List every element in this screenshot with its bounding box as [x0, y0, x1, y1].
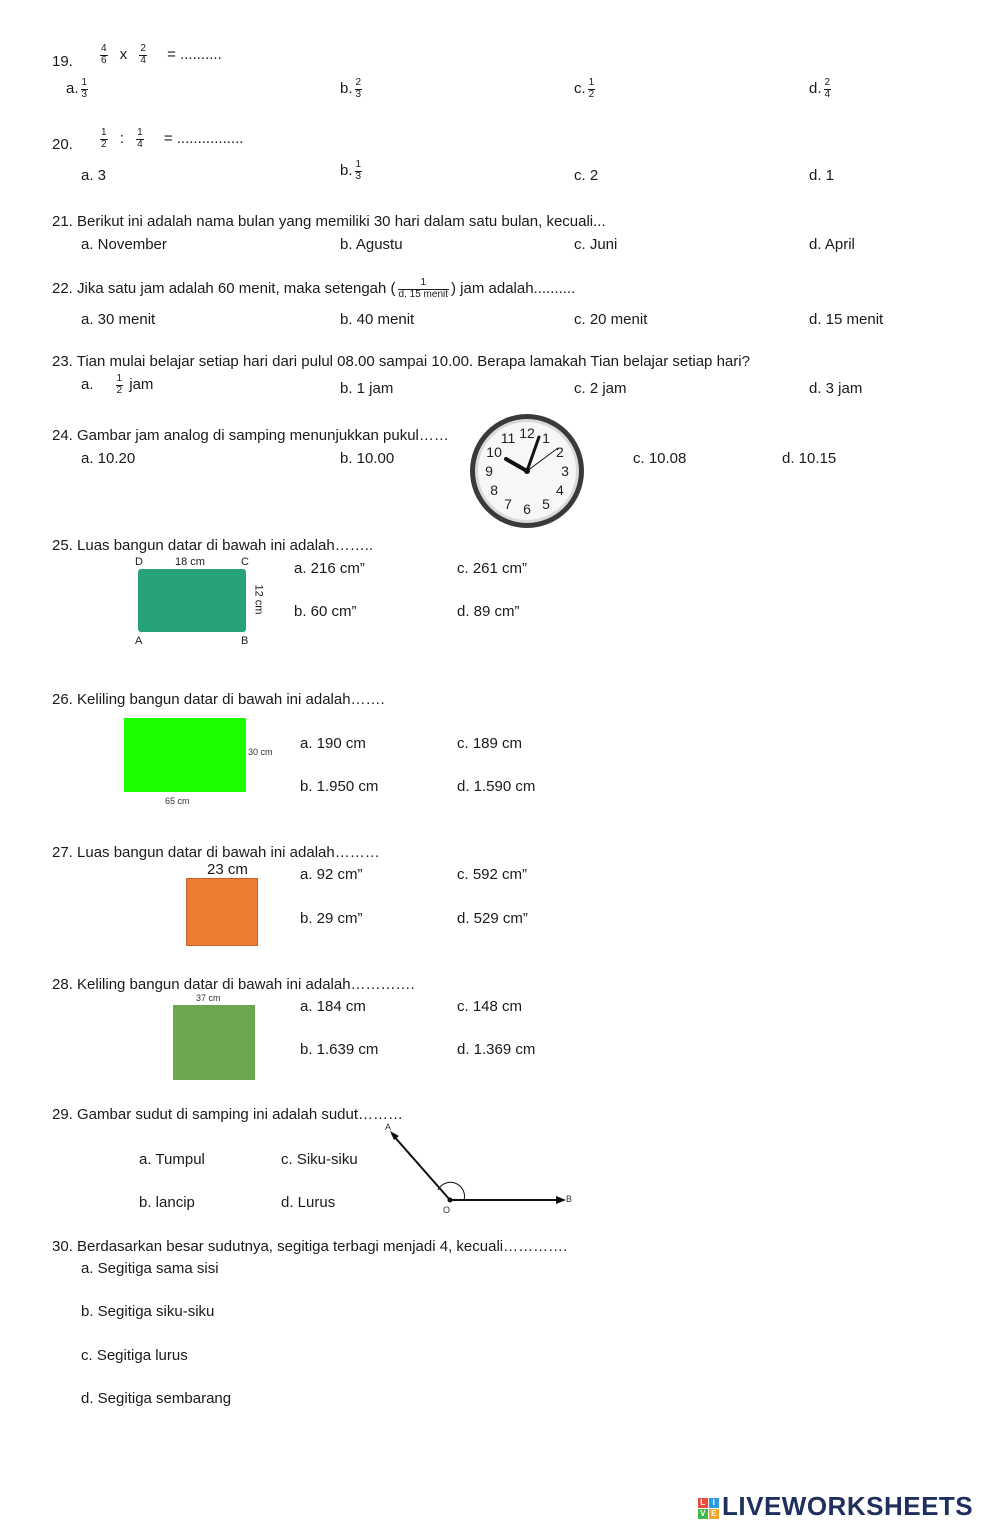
- q27-option-d[interactable]: d. 529 cm”: [457, 910, 528, 927]
- q25-label-C: C: [241, 556, 249, 568]
- q25-question: 25. Luas bangun datar di bawah ini adalah……..: [52, 537, 374, 554]
- q28-option-a[interactable]: a. 184 cm: [300, 998, 366, 1015]
- clock-numeral: 6: [523, 501, 531, 517]
- q28-label-top: 37 cm: [196, 993, 221, 1003]
- q28-option-b[interactable]: b. 1.639 cm: [300, 1041, 379, 1058]
- q26-question: 26. Keliling bangun datar di bawah ini adalah…….: [52, 691, 385, 708]
- q20-option-c[interactable]: c. 2: [574, 167, 599, 184]
- q27-label-top: 23 cm: [207, 861, 248, 878]
- q19-fraction-2: $\frac{2}{4}$: [140, 43, 146, 66]
- clock-numeral: 5: [542, 495, 550, 512]
- q29-option-c[interactable]: c. Siku-siku: [281, 1151, 358, 1168]
- clock-numeral: 12: [519, 425, 535, 441]
- angle-label-B: B: [566, 1194, 573, 1204]
- q24-question: 24. Gambar jam analog di samping menunjukkan pukul……: [52, 427, 449, 444]
- q30-option-d[interactable]: d. Segitiga sembarang: [81, 1390, 232, 1407]
- q19-option-c[interactable]: c. $\frac{1}{2}$: [574, 77, 595, 100]
- q25-label-B: B: [241, 635, 249, 647]
- q24-option-b[interactable]: b. 10.00: [340, 450, 395, 467]
- q19-expression: $\frac{4}{6}$ x $\frac{2}{4}$ = ..........: [101, 43, 222, 66]
- q27-option-a[interactable]: a. 92 cm”: [300, 866, 363, 883]
- q29-option-d[interactable]: d. Lurus: [281, 1194, 336, 1211]
- q19-option-d[interactable]: d. $\frac{2}{4}$: [809, 77, 831, 100]
- clock-numeral: 1: [542, 430, 550, 447]
- clock-numeral: 7: [504, 495, 512, 512]
- q21-option-c[interactable]: c. Juni: [574, 236, 618, 253]
- clock-numeral: 8: [490, 482, 498, 498]
- angle-diagram: [378, 1118, 578, 1218]
- q28-square: [173, 1005, 255, 1080]
- q30-question: 30. Berdasarkan besar sudutnya, segitiga terbagi menjadi 4, kecuali………….: [52, 1238, 568, 1255]
- q25-label-side: 12 cm: [252, 584, 265, 615]
- q23-option-b[interactable]: b. 1 jam: [340, 380, 394, 397]
- q28-question: 28. Keliling bangun datar di bawah ini adalah………….: [52, 976, 415, 993]
- q23-option-a[interactable]: a. $\frac{1}{2}$ jam: [81, 373, 154, 396]
- q26-option-c[interactable]: c. 189 cm: [457, 735, 523, 752]
- clock-numeral: 2: [556, 444, 564, 460]
- clock-numeral: 4: [556, 482, 564, 498]
- q22-option-d[interactable]: d. 15 menit: [809, 311, 884, 328]
- q23-question: 23. Tian mulai belajar setiap hari dari pulul 08.00 sampai 10.00. Berapa lamakah Tian belajar setiap hari?: [52, 353, 750, 370]
- q28-option-d[interactable]: d. 1.369 cm: [457, 1041, 536, 1058]
- q25-option-a[interactable]: a. 216 cm”: [294, 560, 365, 577]
- clock-numeral: 11: [500, 430, 516, 447]
- q19-fraction-1: $\frac{4}{6}$: [101, 43, 107, 66]
- q23-option-c[interactable]: c. 2 jam: [574, 380, 627, 397]
- q21-option-d[interactable]: d. April: [809, 236, 855, 253]
- liveworksheets-logo: L I V E LIVEWORKSHEETS: [698, 1491, 973, 1522]
- q22-option-c[interactable]: c. 20 menit: [574, 311, 648, 328]
- angle-label-O: O: [443, 1205, 451, 1215]
- q29-option-a[interactable]: a. Tumpul: [139, 1151, 205, 1168]
- q19-option-a[interactable]: a. $\frac{1}{3}$: [66, 77, 88, 100]
- q20-expression: $\frac{1}{2}$ : $\frac{1}{4}$ = ................: [101, 127, 244, 150]
- q30-option-a[interactable]: a. Segitiga sama sisi: [81, 1260, 219, 1277]
- clock-numeral: 9: [485, 463, 493, 479]
- clock-numeral: 3: [561, 463, 569, 479]
- q25-label-A: A: [135, 635, 143, 647]
- q20-option-d[interactable]: d. 1: [809, 167, 835, 184]
- q25-label-D: D: [135, 556, 143, 568]
- q24-option-a[interactable]: a. 10.20: [81, 450, 136, 467]
- q26-option-d[interactable]: d. 1.590 cm: [457, 778, 536, 795]
- q25-rectangle: [138, 569, 246, 632]
- q19-option-b[interactable]: b. $\frac{2}{3}$: [340, 77, 362, 100]
- q26-label-side: 30 cm: [248, 747, 273, 757]
- q29-question: 29. Gambar sudut di samping ini adalah sudut………: [52, 1106, 404, 1123]
- q22-option-b[interactable]: b. 40 menit: [340, 311, 415, 328]
- angle-label-A: A: [385, 1122, 392, 1132]
- q26-label-bottom: 65 cm: [165, 796, 190, 806]
- q20-number: 20.: [52, 136, 73, 153]
- q27-question: 27. Luas bangun datar di bawah ini adalah………: [52, 844, 380, 861]
- q26-option-b[interactable]: b. 1.950 cm: [300, 778, 379, 795]
- q24-option-c[interactable]: c. 10.08: [633, 450, 687, 467]
- q25-option-b[interactable]: b. 60 cm”: [294, 603, 357, 620]
- q27-option-c[interactable]: c. 592 cm”: [457, 866, 528, 883]
- q29-option-b[interactable]: b. lancip: [139, 1194, 195, 1211]
- q22-option-a[interactable]: a. 30 menit: [81, 311, 156, 328]
- q21-question: 21. Berikut ini adalah nama bulan yang memiliki 30 hari dalam satu bulan, kecuali...: [52, 213, 606, 230]
- logo-mark-icon: L I V E: [698, 1498, 719, 1519]
- q24-option-d[interactable]: d. 10.15: [782, 450, 837, 467]
- q26-option-a[interactable]: a. 190 cm: [300, 735, 366, 752]
- q23-option-d[interactable]: d. 3 jam: [809, 380, 863, 397]
- q27-square: [186, 878, 258, 946]
- q30-option-b[interactable]: b. Segitiga siku-siku: [81, 1303, 215, 1320]
- q20-option-b[interactable]: b. $\frac{1}{3}$: [340, 159, 362, 182]
- q30-option-c[interactable]: c. Segitiga lurus: [81, 1347, 188, 1364]
- q25-label-top: 18 cm: [175, 556, 205, 568]
- q21-option-b[interactable]: b. Agustu: [340, 236, 403, 253]
- q20-option-a[interactable]: a. 3: [81, 167, 107, 184]
- q21-option-a[interactable]: a. November: [81, 236, 167, 253]
- q25-option-d[interactable]: d. 89 cm”: [457, 603, 520, 620]
- q27-option-b[interactable]: b. 29 cm”: [300, 910, 363, 927]
- q28-option-c[interactable]: c. 148 cm: [457, 998, 523, 1015]
- clock-numeral: 10: [486, 444, 502, 460]
- q26-rectangle: [124, 718, 246, 792]
- q22-question: 22. Jika satu jam adalah 60 menit, maka setengah ( $\frac{1}{\text{d. 15 menit}}$ ) jam adalah..........: [52, 277, 576, 300]
- q19-number: 19.: [52, 53, 73, 70]
- clock-image: [468, 412, 586, 530]
- q25-option-c[interactable]: c. 261 cm”: [457, 560, 528, 577]
